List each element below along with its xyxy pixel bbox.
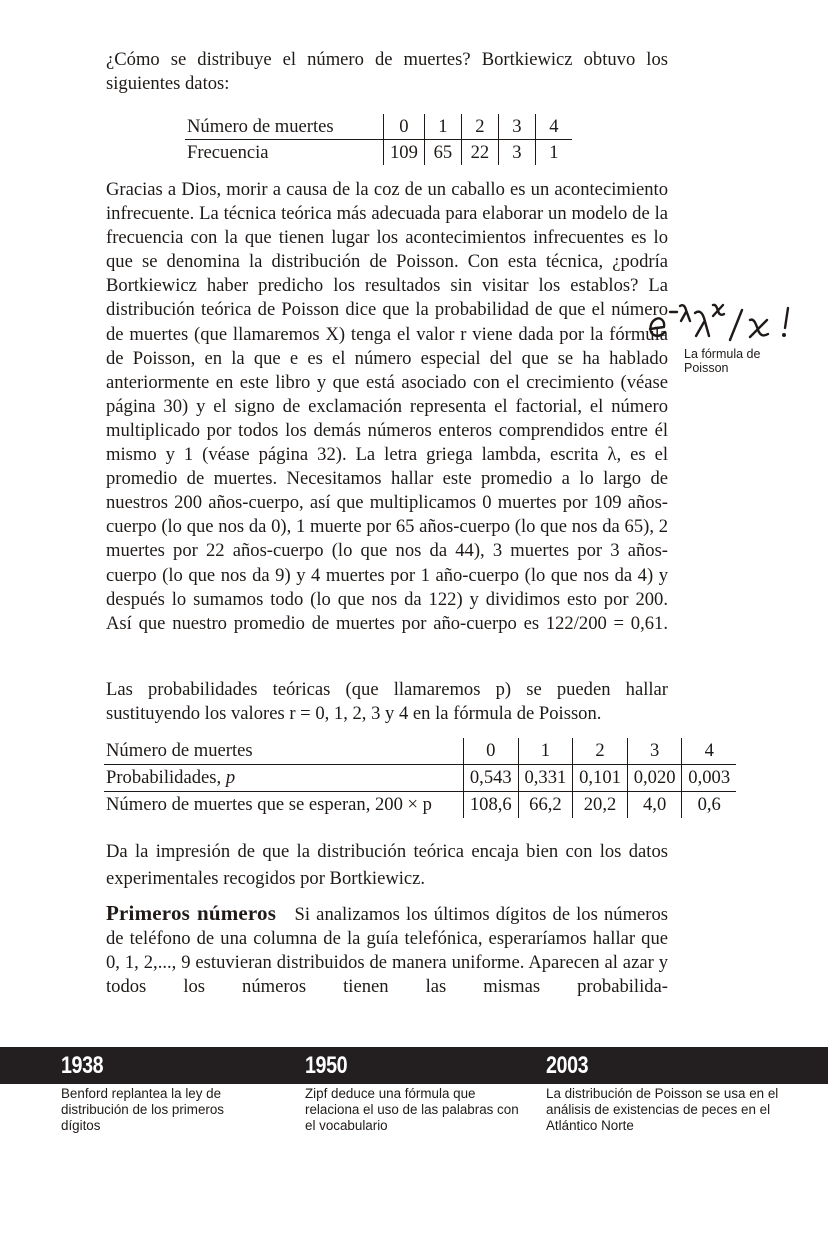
- timeline-year: 2003: [546, 1052, 589, 1079]
- table-cell: 0,101: [573, 765, 628, 792]
- section-paragraph: [106, 901, 668, 999]
- deaths-frequency-table: [185, 114, 572, 165]
- table-cell: 109: [384, 140, 425, 166]
- table-row: [104, 792, 736, 819]
- timeline-year: 1950: [305, 1052, 348, 1079]
- table-cell: 0,543: [464, 765, 519, 792]
- table-cell: 2: [461, 114, 498, 140]
- row-label: Número de muertes que se esperan, 200 × p: [106, 794, 432, 815]
- section-text: Si analizamos los últimos dígitos de los números de teléfono de una columna de la guía telefónica, esperaríamos hallar que 0, 1, 2,..., 9 estuvieran distribuidos de manera uniforme. Aparecen al azar y todos los números tienen las mismas probabilida-: [106, 904, 669, 998]
- table-row: [104, 765, 736, 792]
- formula-caption: La fórmula de Poisson: [684, 347, 761, 375]
- table-cell: 65: [424, 140, 461, 166]
- table-cell: 4,0: [627, 792, 682, 819]
- table-cell: 0,6: [682, 792, 736, 819]
- table-row: [185, 114, 572, 140]
- timeline-entry: Zipf deduce una fórmula que relaciona el uso de las palabras con el vocabulario: [305, 1086, 519, 1133]
- table-cell: 0,331: [518, 765, 573, 792]
- poisson-formula: [646, 300, 826, 346]
- table-cell: 20,2: [573, 792, 628, 819]
- table-row: [104, 738, 736, 765]
- timeline-bar: [0, 1047, 828, 1084]
- conclusion-paragraph: Da la impresión de que la distribución teórica encaja bien con los datos experimentales recogidos por Bortkiewicz.: [106, 841, 668, 889]
- table-cell: 4: [535, 114, 572, 140]
- poisson-formula-drawing: [646, 300, 826, 346]
- table-cell: 0: [384, 114, 425, 140]
- table-cell: 1: [535, 140, 572, 166]
- timeline-year: 1938: [61, 1052, 104, 1079]
- table-cell: 4: [682, 738, 736, 765]
- table-cell: 2: [573, 738, 628, 765]
- body-paragraph: Gracias a Dios, morir a causa de la coz de un caballo es un acontecimiento infrecuente. La técnica teórica más adecuada para elaborar un modelo de la frecuencia con la que tienen lugar los acontecimientos infrecuentes es lo que se denomina la distribución de Poisson. Con esta técnica, ¿podría Bortkiewicz haber predicho los resultados sin visitar los establos? La distribución teórica de Poisson dice que la probabilidad de que el número de muertes (que llamaremos X) tenga el valor r viene dada por la fórmula de Poisson, en la que e es el número especial del que se ha hablado anteriormente en este libro y que está asociado con el crecimiento (véase página 30) y el signo de exclamación representa el factorial, el número multiplicado por todos los demás números enteros comprendidos entre él mismo y 1 (véase página 32). La letra griega lambda, escrita λ, es el promedio de muertes. Necesitamos hallar este promedio a lo largo de nuestros 200 años-cuerpo, así que multiplicamos 0 muertes por 109 años-cuerpo (lo que nos da 0), 1 muerte por 65 años-cuerpo (lo que nos da 65), 2 muertes por 22 años-cuerpo (lo que nos da 44), 3 muertes por 3 años-cuerpo (lo que nos da 9) y 4 muertes por 1 año-cuerpo (lo que nos da 4) y después lo sumamos todo (lo que nos da 122) y dividimos esto por 200. Así que nuestro promedio de muertes por año-cuerpo es 122/200 = 0,61.: [106, 179, 668, 634]
- table-cell: 108,6: [464, 792, 519, 819]
- row-label: Número de muertes: [185, 114, 384, 140]
- intro-paragraph: ¿Cómo se distribuye el número de muertes? Bortkiewicz obtuvo los siguientes datos:: [106, 49, 668, 95]
- table-cell: 22: [461, 140, 498, 166]
- table-cell: 0,003: [682, 765, 736, 792]
- table-cell: 0: [464, 738, 519, 765]
- table-cell: 3: [498, 140, 535, 166]
- poisson-probabilities-table: [104, 738, 736, 818]
- probabilities-paragraph: Las probabilidades teóricas (que llamaremos p) se pueden hallar sustituyendo los valores r = 0, 1, 2, 3 y 4 en la fórmula de Poisson.: [106, 679, 668, 725]
- table-cell: 66,2: [518, 792, 573, 819]
- table-cell: 1: [424, 114, 461, 140]
- table-row: [185, 140, 572, 166]
- table-cell: 1: [518, 738, 573, 765]
- row-label: Número de muertes: [104, 738, 464, 765]
- table-cell: 0,020: [627, 765, 682, 792]
- row-label: Frecuencia: [187, 142, 269, 163]
- section-title: Primeros números: [106, 901, 277, 925]
- timeline-entry: Benford replantea la ley de distribución de los primeros dígitos: [61, 1086, 224, 1133]
- row-label: Probabilidades, p: [104, 765, 464, 792]
- table-cell: 3: [498, 114, 535, 140]
- table-cell: 3: [627, 738, 682, 765]
- timeline-entry: La distribución de Poisson se usa en el análisis de existencias de peces en el Atlántico Norte: [546, 1086, 779, 1133]
